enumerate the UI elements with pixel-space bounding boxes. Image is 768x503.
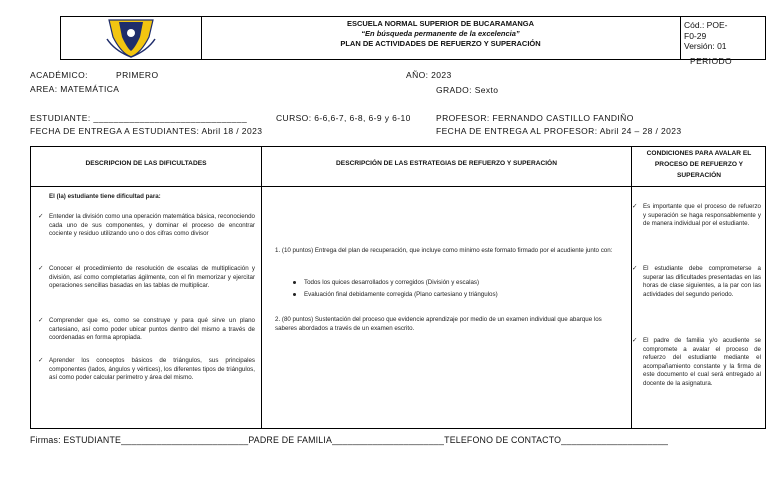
condition-text: El padre de familia y/o acudiente se compromete a avalar el proceso de refuerzo del estudiante mediante el acompañamiento constante y la firma de este documento el cual será entregado al docente de la asignatura.	[643, 337, 761, 387]
strategy-bullet	[293, 291, 613, 300]
col-header-difficulties: DESCRIPCION DE LAS DIFICULTADES	[85, 160, 207, 167]
column-divider	[261, 147, 262, 428]
checkmark-icon: ✓	[632, 337, 638, 344]
document-code-cell	[681, 17, 767, 59]
doc-code-line-1: Cód.: POE-	[684, 20, 728, 30]
difficulty-text: Entender la división como una operación matemática básica, reconociendo cada uno de sus componentes, y dominar el proceso de encontrar cociente y residuo utilizando uno o dos cifras como divisor	[49, 213, 255, 238]
checkmark-icon: ✓	[632, 265, 638, 272]
checkmark-icon: ✓	[38, 357, 44, 364]
checkmark-icon: ✓	[38, 265, 44, 272]
strategy-bullet	[293, 279, 613, 288]
area-label: AREA: MATEMÁTICA	[30, 84, 120, 94]
fecha-entrega-estudiantes: FECHA DE ENTREGA A ESTUDIANTES: Abril 18 / 2023	[30, 126, 263, 136]
anio-label: AÑO: 2023	[406, 70, 452, 80]
difficulty-item	[38, 213, 255, 239]
difficulty-text: Comprender que es, como se construye y para qué sirve un plano cartesiano, así como poder ubicar puntos dentro del mismo a través de coordenadas en forma apropiada.	[49, 317, 255, 342]
header-divider	[31, 186, 765, 187]
logo-cell	[61, 17, 202, 59]
doc-version: Versión: 01	[684, 41, 727, 51]
school-crest-icon	[61, 17, 201, 59]
difficulty-item	[38, 265, 255, 291]
activities-table	[30, 146, 766, 429]
strategy-2: 2. (80 puntos) Sustentación del proceso que evidencie aprendizaje por medio de un examen individual que abarque los saberes abordados a través de un examen escrito.	[275, 316, 602, 332]
bullet-icon	[293, 293, 296, 296]
school-name: ESCUELA NORMAL SUPERIOR DE BUCARAMANGA	[346, 19, 535, 28]
bullet-icon	[293, 281, 296, 284]
checkmark-icon: ✓	[38, 317, 44, 324]
header-title-cell	[201, 17, 681, 59]
document-header	[60, 16, 766, 60]
checkmark-icon: ✓	[38, 213, 44, 220]
col-header-strategies: DESCRIPCIÓN DE LAS ESTRATEGIAS DE REFUERZO Y SUPERACIÓN	[336, 160, 557, 167]
difficulties-intro: El (la) estudiante tiene dificultad para:	[49, 193, 161, 200]
condition-item	[632, 265, 761, 299]
school-motto: “En búsqueda permanente de la excelencia”	[361, 29, 520, 38]
profesor-label: PROFESOR: FERNANDO CASTILLO FANDIÑO	[436, 113, 634, 123]
difficulty-item	[38, 317, 255, 343]
doc-code-line-2: F0-29	[684, 30, 707, 41]
col-header-conditions: CONDICIONES PARA AVALAR EL PROCESO DE REFUERZO Y SUPERACIÓN	[646, 150, 752, 179]
periodo-label: PERIODO	[690, 56, 733, 66]
grado-label: GRADO: Sexto	[436, 85, 499, 95]
academico-label: ACADÉMICO:	[30, 70, 88, 80]
strategy-bullet-text: Todos los quices desarrollados y corregidos (División y escalas)	[304, 279, 480, 286]
difficulty-item	[38, 357, 255, 383]
condition-item	[632, 337, 761, 389]
condition-item	[632, 203, 761, 229]
fecha-entrega-profesor: FECHA DE ENTREGA AL PROFESOR: Abril 24 – 28 / 2023	[436, 126, 682, 136]
curso-label: CURSO: 6-6,6-7, 6-8, 6-9 y 6-10	[276, 113, 411, 123]
condition-text: El estudiante debe comprometerse a superar las dificultades presentadas en las horas de clase siguientes, a la par con las actividades del segundo periodo.	[643, 265, 761, 298]
strategy-1: 1. (10 puntos) Entrega del plan de recuperación, que incluye como mínimo este formato firmado por el acudiente junto con:	[275, 247, 613, 254]
strategy-bullet-text: Evaluación final debidamente corregida (Plano cartesiano y triángulos)	[304, 291, 498, 298]
condition-text: Es importante que el proceso de refuerzo y superación se haga responsablemente y de manera individual por el estudiante.	[643, 203, 761, 228]
checkmark-icon: ✓	[632, 203, 638, 210]
difficulty-text: Aprender los conceptos básicos de triángulos, sus principales componentes (lados, ángulos y vértices), los diferentes tipos de triángulos, así como poder calcular perímetro y área del mismo.	[49, 357, 255, 382]
signatures-line: Firmas: ESTUDIANTE_________________________PADRE DE FAMILIA______________________TELEFONO DE CONTACTO_____________________	[30, 435, 669, 445]
difficulty-text: Conocer el procedimiento de resolución de escalas de multiplicación y división, así como completarlas ágilmente, con el fin memorizar y ejercitar operaciones sencillas basadas en las tablas de multiplicar.	[49, 265, 255, 290]
estudiante-field: ESTUDIANTE: ______________________________	[30, 113, 248, 123]
plan-title: PLAN DE ACTIVIDADES DE REFUERZO Y SUPERACIÓN	[340, 39, 541, 48]
column-divider	[631, 147, 632, 428]
academico-value: PRIMERO	[116, 70, 159, 80]
